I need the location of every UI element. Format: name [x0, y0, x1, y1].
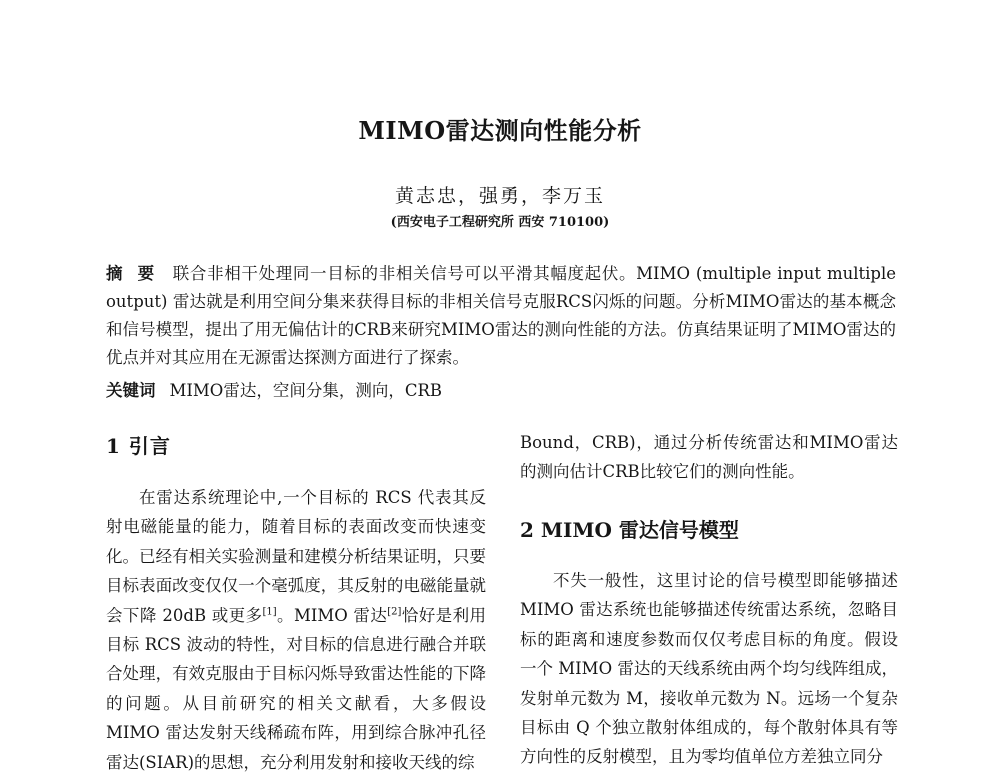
right-column-continued-text: Bound，CRB)，通过分析传统雷达和MIMO雷达的测向估计CRB比较它们的测向性能。 [520, 433, 898, 482]
abstract-label: 摘 要 [106, 264, 159, 283]
citation-2: [2] [387, 606, 402, 618]
section-1-text-b: 。MIMO 雷达 [276, 605, 388, 625]
section-2-paragraph: 不失一般性，这里讨论的信号模型即能够描述 MIMO 雷达系统也能够描述传统雷达系统，忽略目标的距离和速度参数而仅仅考虑目标的角度。假设一个 MIMO 雷达的天线系统由两个均匀线阵组成，发射单元数为 M，接收单元数为 N。远场一个复杂目标由 Q 个独立散射体组成的，每个散射体具有等方向性的反射模型，且为零均值单位方差独立同分 [520, 571, 898, 767]
section-1-heading: 1 引言 [106, 434, 171, 458]
section-1-text-c: 恰好是利用目标 RCS 波动的特性，对目标的信息进行融合并联合处理，有效克服由于目标闪烁导致雷达性能的下降的问题。从目前研究的相关文献看，大多假设 MIMO 雷达发射天线稀疏布阵，用到综合脉冲孔径雷达(SIAR)的思想，充分利用发射和接收天线的综 [106, 605, 486, 772]
section-2-heading: 2 MIMO 雷达信号模型 [520, 518, 739, 542]
abstract [106, 260, 896, 372]
section-1-text-a: 在雷达系统理论中,一个目标的 RCS 代表其反射电磁能量的能力，随着目标的表面改变而快速变化。已经有相关实验测量和建模分析结果证明，只要目标表面改变仅仅一个毫弧度，其反射的电磁能量就会下降 20dB 或更多 [106, 488, 486, 625]
section-1-paragraph [106, 483, 486, 777]
keywords-label: 关键词 [106, 381, 156, 400]
citation-1: [1] [262, 606, 277, 618]
keywords-text: MIMO雷达，空间分集，测向，CRB [169, 381, 443, 400]
abstract-text: 联合非相干处理同一目标的非相关信号可以平滑其幅度起伏。MIMO (multiple input multiple output) 雷达就是利用空间分集来获得目标的非相关信号克服RCS闪烁的问题。分析MIMO雷达的基本概念和信号模型，提出了用无偏估计的CRB来研究MIMO雷达的测向性能的方法。仿真结果证明了MIMO雷达的优点并对其应用在无源雷达探测方面进行了探索。 [106, 264, 897, 367]
keywords [106, 377, 896, 405]
paper-title: MIMO雷达测向性能分析 [358, 116, 642, 145]
authors: 黄志忠，强勇，李万玉 [394, 185, 605, 207]
affiliation: (西安电子工程研究所 西安 710100) [390, 215, 610, 230]
